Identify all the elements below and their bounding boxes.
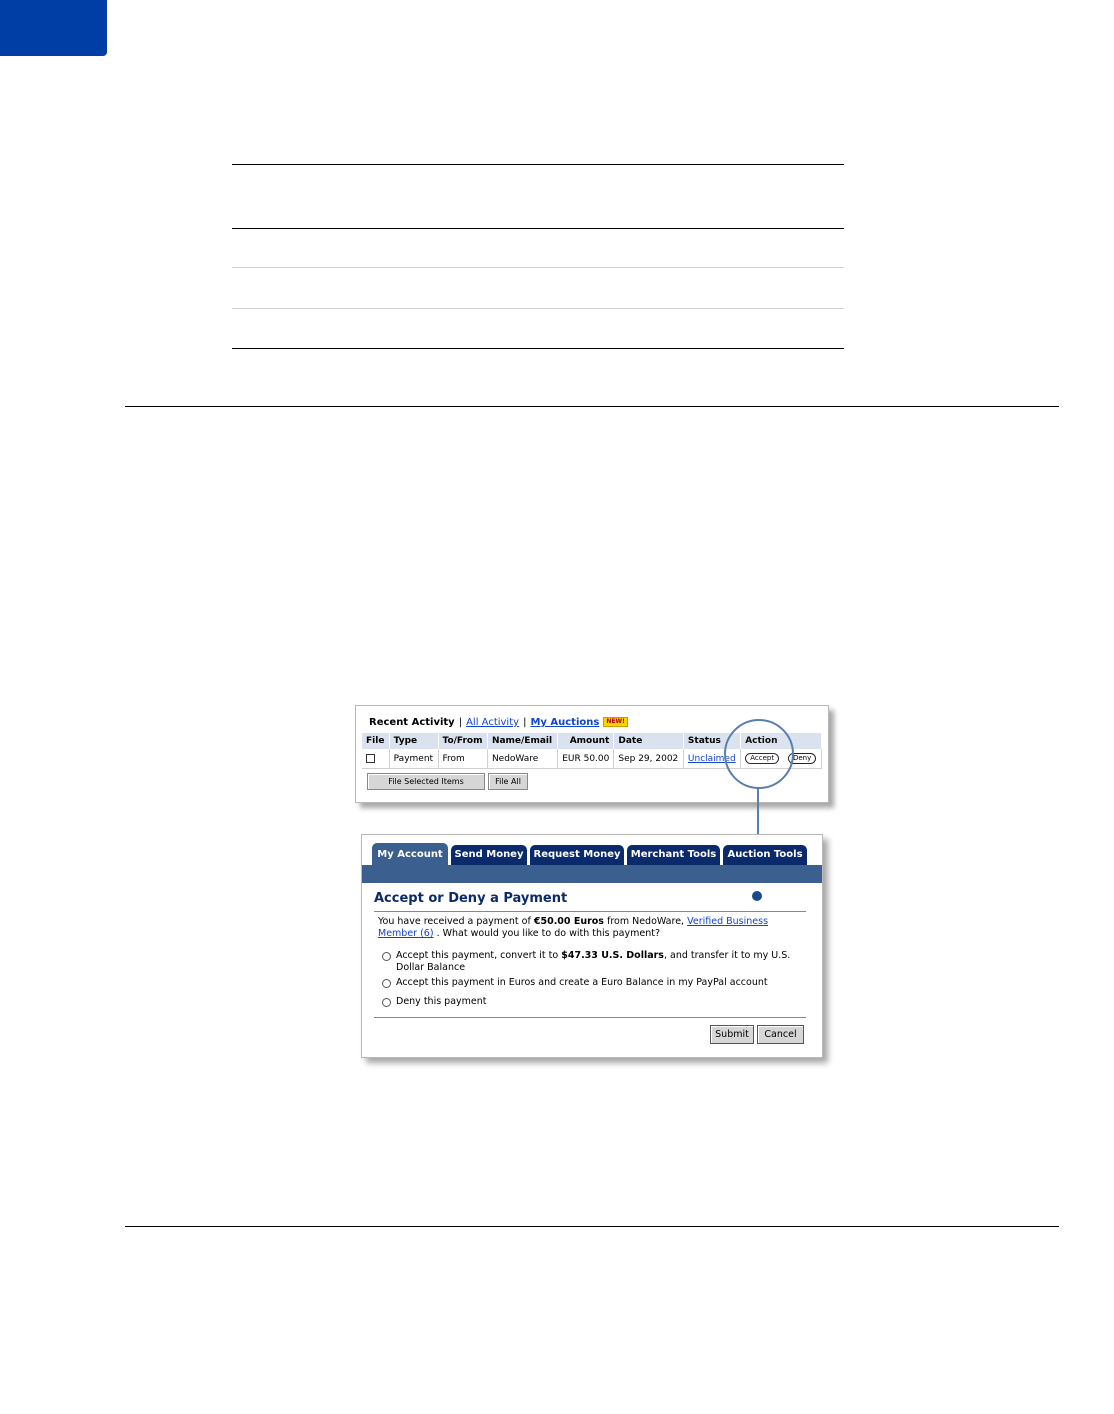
status-link[interactable]: Unclaimed — [687, 753, 736, 764]
accept-button[interactable]: Accept — [745, 753, 779, 764]
radio-button[interactable] — [382, 979, 391, 988]
chapter-tab — [0, 0, 107, 56]
file-selected-items-button[interactable]: File Selected Items — [367, 773, 485, 790]
row-to-from: From — [438, 749, 487, 769]
payment-amount: €50.00 Euros — [533, 916, 604, 927]
table-row-divider — [232, 308, 844, 309]
column-header: Name/Email — [487, 733, 557, 749]
tab-my-account[interactable]: My Account — [372, 843, 448, 865]
accept-deny-panel: My Account Send Money Request Money Merchant Tools Auction Tools Accept or Deny a Payment You have received a payment of €50.00 Euros from NedoWare, Verified Business Member (6) . What would you like to do with this payment? Accept this payment, convert it to $47.33 U.S. Dollars, and transfer it to my U.S. Dollar Balance Accept this payment in Euros and create a Euro Balance in my PayPal account Deny this payment Submit Cancel — [361, 834, 823, 1058]
submit-button[interactable]: Submit — [710, 1025, 754, 1044]
column-header: To/From — [438, 733, 487, 749]
row-name: NedoWare — [487, 749, 557, 769]
column-header: Date — [614, 733, 684, 749]
row-amount: EUR 50.00 — [557, 749, 614, 769]
tab-auction-tools[interactable]: Auction Tools — [723, 845, 807, 865]
file-checkbox[interactable] — [366, 754, 375, 763]
new-badge-icon: NEW! — [603, 717, 627, 727]
column-header: Type — [389, 733, 438, 749]
column-header: Action — [741, 733, 822, 749]
tab-send-money[interactable]: Send Money — [451, 845, 527, 865]
column-header: Status — [683, 733, 740, 749]
row-type: Payment — [389, 749, 438, 769]
section-rule — [125, 406, 1059, 407]
form-divider — [374, 1017, 806, 1018]
row-date: Sep 29, 2002 — [614, 749, 684, 769]
tab-request-money[interactable]: Request Money — [530, 845, 624, 865]
radio-button[interactable] — [382, 952, 391, 961]
my-auctions-link[interactable]: My Auctions — [530, 717, 600, 728]
table-row-divider — [232, 267, 844, 268]
recent-activity-title: Recent Activity — [369, 717, 455, 728]
table-top-rule — [232, 164, 844, 165]
deny-button[interactable]: Deny — [788, 753, 816, 764]
payment-message: You have received a payment of €50.00 Euros from NedoWare, Verified Business Member (6) . What would you like to do with this payment? — [378, 916, 769, 939]
section-rule — [125, 1226, 1059, 1227]
table-bottom-rule — [232, 348, 844, 349]
callout-circle — [724, 719, 794, 789]
radio-button[interactable] — [382, 998, 391, 1007]
tab-band — [362, 865, 822, 883]
all-activity-link[interactable]: All Activity — [466, 717, 520, 728]
callout-dot — [752, 891, 762, 901]
column-header: File — [362, 733, 389, 749]
file-all-button[interactable]: File All — [488, 773, 528, 790]
page-title: Accept or Deny a Payment — [374, 891, 568, 906]
recent-activity-header: Recent Activity | All Activity | My Auctions NEW! — [369, 717, 628, 728]
tab-merchant-tools[interactable]: Merchant Tools — [627, 845, 720, 865]
title-divider — [374, 911, 806, 912]
table-header-rule — [232, 228, 844, 229]
cancel-button[interactable]: Cancel — [757, 1025, 804, 1044]
verified-business-link[interactable]: Verified Business Member (6) — [378, 916, 769, 939]
column-header: Amount — [557, 733, 614, 749]
